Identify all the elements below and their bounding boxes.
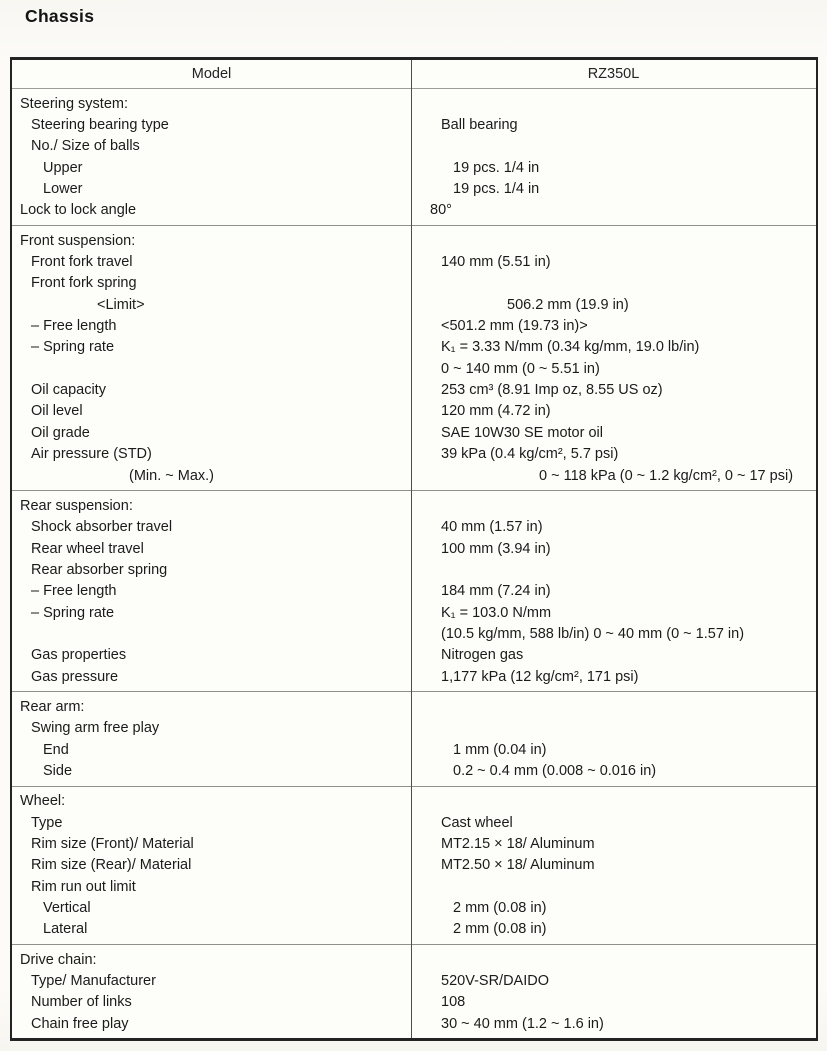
spec-label: Rim size (Front)/ Material <box>31 836 194 853</box>
spec-value: 520V-SR/DAIDO <box>441 973 549 990</box>
spec-value: K₁ = 103.0 N/mm <box>441 604 552 621</box>
spec-label: Rear suspension: <box>20 497 133 514</box>
spec-label: Gas properties <box>31 647 127 664</box>
spec-value: 19 pcs. 1/4 in <box>453 159 540 176</box>
spec-label: Type <box>31 814 63 831</box>
column-header-model: Model <box>191 66 232 82</box>
spec-label: Steering bearing type <box>31 117 169 134</box>
spec-value: 19 pcs. 1/4 in <box>453 181 540 198</box>
spec-row <box>12 718 816 739</box>
spec-label: Number of links <box>31 994 132 1011</box>
spec-value: Ball bearing <box>441 117 518 134</box>
spec-value: 120 mm (4.72 in) <box>441 403 551 420</box>
spec-label: Front suspension: <box>20 232 136 249</box>
spec-label: Side <box>43 762 73 779</box>
spec-label: Steering system: <box>20 95 128 112</box>
spec-value: 40 mm (1.57 in) <box>441 519 543 536</box>
spec-row <box>12 876 816 897</box>
spec-label: Air pressure (STD) <box>31 446 152 463</box>
spec-row <box>12 178 816 199</box>
spec-value: 1 mm (0.04 in) <box>453 741 547 758</box>
spec-value: 0 ~ 140 mm (0 ~ 5.51 in) <box>441 360 600 377</box>
spec-value: 2 mm (0.08 in) <box>453 921 547 938</box>
spec-row <box>12 760 816 781</box>
spec-row <box>12 200 816 221</box>
spec-label: Type/ Manufacturer <box>31 973 156 990</box>
spec-label: Gas pressure <box>31 668 119 685</box>
spec-row <box>12 422 816 443</box>
spec-row <box>12 949 816 970</box>
spec-label: Rear wheel travel <box>31 540 144 557</box>
spec-row <box>12 251 816 272</box>
table-section-front-suspension <box>12 226 816 491</box>
spec-row <box>12 157 816 178</box>
spec-label: Oil level <box>31 403 83 420</box>
spec-label: Rear arm: <box>20 698 85 715</box>
spec-label: No./ Size of balls <box>31 138 140 155</box>
spec-label: Vertical <box>43 900 91 917</box>
spec-label: Oil capacity <box>31 382 106 399</box>
spec-row <box>12 465 816 486</box>
spec-row <box>12 294 816 315</box>
spec-row <box>12 538 816 559</box>
spec-label: – Free length <box>31 318 117 335</box>
spec-value: 0 ~ 118 kPa (0 ~ 1.2 kg/cm², 0 ~ 17 psi) <box>539 467 794 484</box>
spec-row <box>12 602 816 623</box>
spec-label: Rim size (Rear)/ Material <box>31 857 192 874</box>
spec-row <box>12 919 816 940</box>
spec-value: MT2.15 × 18/ Aluminum <box>441 836 595 853</box>
spec-row <box>12 666 816 687</box>
spec-value: (10.5 kg/mm, 588 lb/in) 0 ~ 40 mm (0 ~ 1.57 in) <box>441 625 745 642</box>
spec-row <box>12 739 816 760</box>
spec-value: 0.2 ~ 0.4 mm (0.008 ~ 0.016 in) <box>453 762 657 779</box>
spec-row <box>12 273 816 294</box>
spec-label: Wheel: <box>20 793 66 810</box>
spec-label: (Min. ~ Max.) <box>129 467 214 484</box>
spec-row <box>12 1013 816 1034</box>
spec-row <box>12 93 816 114</box>
spec-value: SAE 10W30 SE motor oil <box>441 424 603 441</box>
spec-row <box>12 581 816 602</box>
page-title: Chassis <box>25 6 95 26</box>
spec-label: Shock absorber travel <box>31 519 173 536</box>
spec-value: 39 kPa (0.4 kg/cm², 5.7 psi) <box>441 446 619 463</box>
spec-row <box>12 855 816 876</box>
spec-value: 1,177 kPa (12 kg/cm², 171 psi) <box>441 668 639 685</box>
spec-value: Cast wheel <box>441 814 513 831</box>
table-body <box>12 89 816 1038</box>
spec-row <box>12 645 816 666</box>
spec-row <box>12 623 816 644</box>
spec-row <box>12 992 816 1013</box>
spec-value: 30 ~ 40 mm (1.2 ~ 1.6 in) <box>441 1015 604 1032</box>
spec-row <box>12 517 816 538</box>
spec-label: Front fork spring <box>31 275 137 292</box>
column-header-model-value: RZ350L <box>587 66 640 82</box>
spec-value: 108 <box>441 994 466 1011</box>
spec-row <box>12 136 816 157</box>
spec-label: Chain free play <box>31 1015 129 1032</box>
spec-row <box>12 696 816 717</box>
spec-row <box>12 337 816 358</box>
spec-row <box>12 315 816 336</box>
spec-row <box>12 114 816 135</box>
spec-value: 140 mm (5.51 in) <box>441 254 551 271</box>
spec-label: <Limit> <box>97 296 145 313</box>
spec-label: Lower <box>43 181 83 198</box>
spec-label: – Free length <box>31 583 117 600</box>
spec-value: <501.2 mm (19.73 in)> <box>441 318 588 335</box>
spec-row <box>12 897 816 918</box>
table-section-rear-suspension <box>12 491 816 692</box>
table-section-drive-chain <box>12 945 816 1038</box>
spec-value: 253 cm³ (8.91 Imp oz, 8.55 US oz) <box>441 382 663 399</box>
spec-label: – Spring rate <box>31 339 115 356</box>
spec-value: 184 mm (7.24 in) <box>441 583 551 600</box>
spec-row <box>12 970 816 991</box>
spec-label: Oil grade <box>31 424 90 441</box>
spec-label: Rear absorber spring <box>31 561 168 578</box>
spec-label: Drive chain: <box>20 951 97 968</box>
spec-label: – Spring rate <box>31 604 115 621</box>
spec-label: Swing arm free play <box>31 720 160 737</box>
spec-label: Lateral <box>43 921 88 938</box>
spec-row <box>12 791 816 812</box>
table-section-rear-arm <box>12 692 816 786</box>
chassis-spec-table <box>10 57 818 1041</box>
spec-label: Rim run out limit <box>31 878 136 895</box>
spec-label: Lock to lock angle <box>20 202 137 219</box>
spec-value: 80° <box>430 202 452 219</box>
spec-row <box>12 495 816 516</box>
spec-label: End <box>43 741 69 758</box>
spec-label: Upper <box>43 159 83 176</box>
spec-row <box>12 444 816 465</box>
table-section-steering-system <box>12 89 816 226</box>
table-header-row <box>12 60 816 89</box>
spec-row <box>12 812 816 833</box>
spec-row <box>12 379 816 400</box>
spec-value: 506.2 mm (19.9 in) <box>507 296 629 313</box>
spec-value: 100 mm (3.94 in) <box>441 540 551 557</box>
spec-value: MT2.50 × 18/ Aluminum <box>441 857 595 874</box>
spec-value: K₁ = 3.33 N/mm (0.34 kg/mm, 19.0 lb/in) <box>441 339 700 356</box>
spec-row <box>12 230 816 251</box>
spec-label: Front fork travel <box>31 254 133 271</box>
spec-row <box>12 401 816 422</box>
spec-value: 2 mm (0.08 in) <box>453 900 547 917</box>
spec-row <box>12 833 816 854</box>
table-section-wheel <box>12 787 816 945</box>
spec-row <box>12 358 816 379</box>
spec-value: Nitrogen gas <box>441 647 524 664</box>
spec-row <box>12 559 816 580</box>
